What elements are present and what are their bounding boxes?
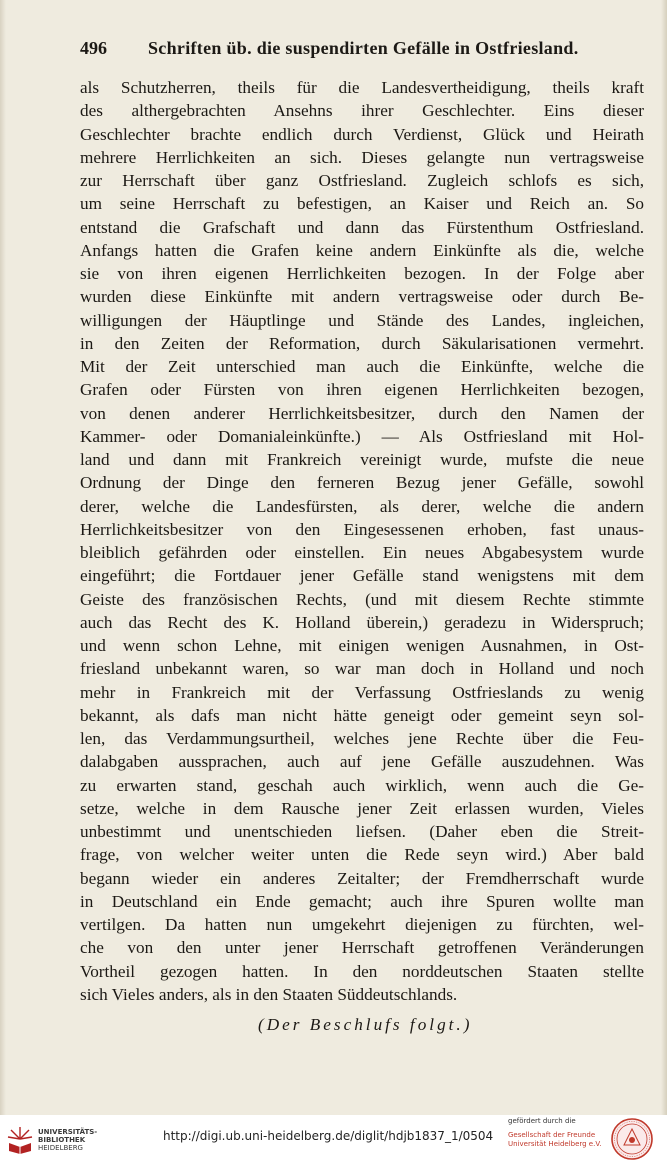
text-line: um seine Herrschaft zu befestigen, an Kaiser und Reich an. So — [80, 194, 644, 214]
text-line: zu erwarten stand, geschah auch wirklich, wenn auch die Ge- — [80, 775, 644, 795]
text-line: Mit der Zeit unterschied man auch die Einkünfte, welche die — [80, 357, 644, 376]
text-line: frage, von welcher weiter unten die Rede seyn wird.) Aber bald — [80, 845, 644, 865]
text-line: wurden diese Einkünfte mit andern vertragsweise oder durch Be- — [80, 287, 644, 307]
logo-line: BIBLIOTHEK — [38, 1136, 86, 1144]
text-line: entstand die Grafschaft und dann das Fürstenthum Ostfriesland. — [80, 217, 644, 237]
text-line: auch das Recht des K. Holland überein,) geradezu in Widerspruch; — [80, 612, 644, 632]
text-line: Vortheil gezogen hatten. In den norddeutschen Staaten stellte — [80, 961, 644, 981]
permalink-url[interactable]: http://digi.ub.uni-heidelberg.de/diglit/hdjb1837_1/0504 — [163, 1129, 494, 1143]
text-line: bekannt, als dafs man nicht hätte geneigt oder gemeint seyn sol- — [80, 705, 644, 725]
text-line: vertilgen. Da hatten nun umgekehrt diejenigen zu fürchten, wel- — [80, 915, 644, 934]
text-line: che von den unter jener Herrschaft getroffenen Veränderungen — [80, 938, 644, 958]
logo-line: UNIVERSITÄTS- — [38, 1128, 98, 1136]
book-sunburst-icon — [6, 1125, 34, 1155]
running-title: Schriften üb. die suspendirten Gefälle in Ostfriesland. — [148, 38, 579, 58]
text-line: Grafen oder Fürsten von ihren eigenen Herrlichkeiten bezogen, — [80, 380, 644, 400]
text-line: friesland unbekannt waren, so war man doch in Holland und noch — [80, 659, 644, 679]
text-line: mehrere Herrlichkeiten an sich. Dieses gelangte nun vertragsweise — [80, 147, 644, 167]
page-number: 496 — [80, 38, 107, 58]
text-line: als Schutzherren, theils für die Landesvertheidigung, theils kraft — [80, 78, 644, 97]
library-logo-text — [38, 1128, 97, 1152]
text-line: Ordnung der Dinge den ferneren Bezug jener Gefälle, sowohl — [80, 473, 644, 493]
viewer-footer — [0, 1115, 667, 1163]
text-line: setze, welche in dem Rausche jener Zeit erlassen wurden, Vieles — [80, 798, 644, 818]
text-line: in Deutschland ein Ende gemacht; auch ihre Spuren wollte man — [80, 891, 644, 911]
university-seal-icon[interactable] — [610, 1117, 654, 1161]
body-text — [80, 76, 644, 1006]
text-line: mehr in Frankreich mit der Verfassung Ostfrieslands zu wenig — [80, 682, 644, 702]
text-line: bleiblich gefährden oder einstellen. Ein neues Abgabesystem wurde — [80, 543, 644, 562]
text-line: Geiste des französischen Rechts, (und mit diesem Rechte stimmte — [80, 589, 644, 609]
text-line: land und dann mit Frankreich vereinigt wurde, mufste die neue — [80, 450, 644, 469]
text-line: dalabgaben aussprachen, auch auf jene Gefälle auszudehnen. Was — [80, 752, 644, 772]
text-line: von denen anderer Herrlichkeitsbesitzer, durch den Namen der — [80, 403, 644, 423]
closing-note: (Der Beschlufs folgt.) — [258, 1015, 473, 1034]
library-logo[interactable] — [6, 1123, 116, 1157]
text-line: Kammer- oder Domanialeinkünfte.) — Als Ostfriesland mit Hol- — [80, 426, 644, 446]
text-line: in den Zeiten der Reformation, durch Säkularisationen vermehrt. — [80, 333, 644, 353]
text-line: des althergebrachten Ansehns ihrer Geschlechter. Eins dieser — [80, 101, 644, 121]
text-line: sie von ihren eigenen Herrlichkeiten bezogen. In der Folge aber — [80, 264, 644, 283]
logo-line: HEIDELBERG — [38, 1144, 83, 1152]
text-line: begann wieder ein anderes Zeitalter; der Fremdherrschaft wurde — [80, 868, 644, 888]
text-line: len, das Verdammungsurtheil, welches jene Rechte über die Feu- — [80, 729, 644, 748]
text-line: derer, welche die Landesfürsten, als derer, welche die andern — [80, 496, 644, 516]
sponsor-org-line: Gesellschaft der Freunde — [508, 1131, 596, 1139]
sponsor-org-line: Universität Heidelberg e.V. — [508, 1140, 602, 1148]
text-line: Geschlechter brachte endlich durch Verdienst, Glück und Heirath — [80, 124, 644, 144]
sponsor-label: gefördert durch die — [508, 1117, 576, 1125]
text-line: willigungen der Häuptlinge und Stände des Landes, ingleichen, — [80, 310, 644, 330]
text-line: sich Vieles anders, als in den Staaten Süddeutschlands. — [80, 984, 458, 1004]
running-head — [80, 36, 646, 60]
text-line: unbestimmt und unentschieden liefsen. (Daher eben die Streit- — [80, 822, 644, 841]
sponsor-note — [508, 1117, 603, 1149]
text-line: Anfangs hatten die Grafen keine andern Einkünfte als die, welche — [80, 240, 644, 260]
text-line: zur Herrschaft über ganz Ostfriesland. Zugleich schlofs es sich, — [80, 171, 644, 190]
text-line: eingeführt; die Fortdauer jener Gefälle stand wenigstens mit dem — [80, 566, 644, 586]
text-line: und wenn schon Lehne, mit einigen wenigen Ausnahmen, in Ost- — [80, 636, 644, 655]
text-line: Herrlichkeitsbesitzer von den Eingesessenen erhoben, fast unaus- — [80, 519, 644, 539]
